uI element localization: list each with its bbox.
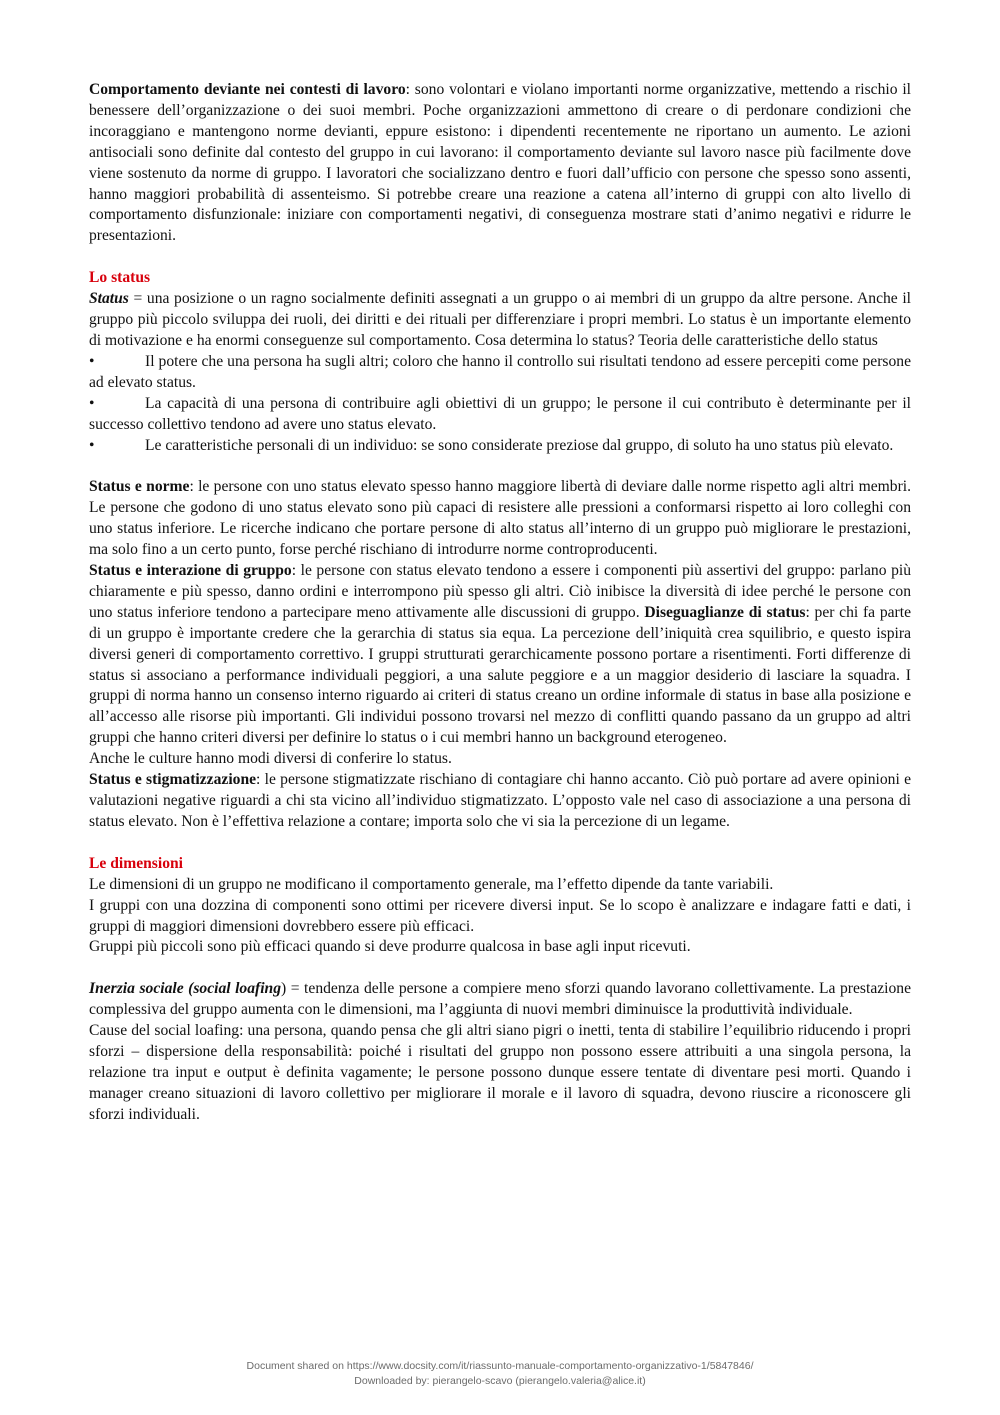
term-inerzia-sociale: Inerzia sociale (social loafing [89, 980, 282, 998]
heading-le-dimensioni: Le dimensioni [89, 854, 184, 872]
heading-lo-status: Lo status [89, 269, 151, 287]
bullet-icon: • [89, 394, 95, 412]
footer-shared-link: Document shared on https://www.docsity.com/it/riassunto-manuale-comportamento-organizzativo-1/5847846/ [246, 1360, 754, 1372]
paragraph-text: : le persone stigmatizzate rischiano di contagiare chi hanno accanto. Ciò può portare ad avere opinioni e valutazioni negative riguardi a chi sta vicino all’individuo stigmatizzato. L’opposto vale nel caso di associazione a una persona di status elevato. Non è l’effettiva relazione a contare; importa solo che vi sia la percezione di un legame. [89, 771, 911, 830]
paragraph-status-definition [89, 289, 911, 352]
term-stigmatizzazione: Status e stigmatizzazione [89, 771, 257, 789]
list-item-text: La capacità di una persona di contribuire agli obiettivi di un gruppo; le persone il cui contributo è determinante per il successo collettivo tendono ad avere uno status elevato. [89, 394, 911, 433]
term-comportamento-deviante: Comportamento deviante nei contesti di lavoro [89, 81, 406, 98]
list-item-text: Il potere che una persona ha sugli altri; coloro che hanno il controllo sui risultati tendono ad essere percepiti come persone ad elevato status. [89, 352, 911, 391]
paragraph-text: : sono volontari e violano importanti norme organizzative, mettendo a rischio il benessere dell’organizzazione o dei suoi membri. Poche organizzazioni ammettono di creare o di perdonare condizioni che incoraggiano e mantengono norme devianti, eppure esistono: i dipendenti recentemente ne riportano un aumento. Le azioni antisociali sono definite dal contesto del gruppo in cui lavorano: il comportamento deviante sul lavoro nasce più facilmente dove viene sostenuto da norme di gruppo. I lavoratori che socializzano dentro e fuori dall’ufficio con persone che spesso sono assenti, hanno maggiori probabilità di assenteismo. Si potrebbe creare una reazione a catena all’interno di gruppi con alto livello di comportamento disfunzionale: iniziare con comportamenti negativi, di conseguenza mostrare stati d’animo negativi e ridurre le presentazioni. [89, 81, 911, 245]
paragraph-cause-social-loafing: Cause del social loafing: una persona, quando pensa che gli altri siano pigri o inetti, tenta di stabilire l’equilibrio riducendo i propri sforzi – dispersione della responsabilità: poiché i risultati del gruppo non possono essere attribuiti a una singola persona, la relazione tra input e output è definita vagamente; le persone possono dunque essere tentate di diventare pesi morti. Quando i manager creano situazioni di lavoro collettivo per migliorare il morale e il lavoro di squadra, devono riuscire a riconoscere gli sforzi individuali. [89, 1022, 911, 1123]
term-diseguaglianze: Diseguaglianze di status [644, 603, 806, 621]
bullet-icon: • [89, 436, 95, 454]
list-item [89, 436, 911, 457]
paragraph-text: = una posizione o un ragno socialmente definiti assegnati a un gruppo o ai membri di un gruppo da altre persone. Anche il gruppo più piccolo sviluppa dei ruoli, dei diritti e dei rituali per differenziare i propri membri. Lo status è un importante elemento di motivazione e ha enormi conseguenze sul comportamento. Cosa determina lo status? Teoria delle caratteristiche dello status [89, 290, 911, 349]
term-status: Status [89, 290, 129, 308]
paragraph-dimensioni-1: Le dimensioni di un gruppo ne modificano il comportamento generale, ma l’effetto dipende da tante variabili. [89, 875, 774, 893]
term-status-norme: Status e norme [89, 478, 190, 496]
paragraph-dimensioni-3: Gruppi più piccoli sono più efficaci quando si deve produrre qualcosa in base agli input ricevuti. [89, 938, 691, 956]
list-item [89, 394, 911, 436]
document-page [89, 80, 911, 1126]
spacer [89, 958, 911, 979]
paragraph-text: : le persone con status elevato tendono a essere i componenti più assertivi del gruppo: parlano più chiaramente e più spesso, danno ordini e interrompono più spesso gli altri. Ciò inibisce la diversità di idee perché le persone con uno status inferiore tendono a partecipare meno attivamente alle discussioni di gruppo. [89, 562, 911, 621]
paragraph-culture: Anche le culture hanno modi diversi di conferire lo status. [89, 750, 452, 768]
paragraph-text: : per chi fa parte di un gruppo è importante credere che la gerarchia di status sia equa. La percezione dell’iniquità crea squilibrio, e questo ispira diversi generi di comportamento correttivo. I gruppi strutturati gerarchicamente possono portare a risentimenti. Forti differenze di status si associano a performance individuali peggiori, a una salute peggiore e a un maggior desiderio di lasciare la squadra. I gruppi di norma hanno un consenso interno riguardo ai criteri di status creano un ordine informale di status in base alla posizione e all’accesso alle risorse più importanti. Gli individui possono trovarsi nel mezzo di conflitti quando passano da un gruppo ad altri gruppi che hanno criteri diversi per definire lo status o i cui membri hanno un background eterogeneo. [89, 603, 912, 747]
paragraph-comportamento-deviante [89, 80, 911, 247]
term-status-interazione: Status e interazione di gruppo [89, 562, 292, 580]
paragraph-status-norme [89, 477, 911, 561]
paragraph-dimensioni-2: I gruppi con una dozzina di componenti sono ottimi per ricevere diversi input. Se lo scopo è analizzare e indagare fatti e dati, i gruppi di maggiori dimensioni dovrebbero essere più efficaci. [89, 896, 911, 935]
spacer [89, 247, 911, 268]
list-item-text: Le caratteristiche personali di un individuo: se sono considerate preziose dal gruppo, di soluto ha uno status più elevato. [145, 436, 894, 454]
spacer [89, 833, 911, 854]
bullet-icon: • [89, 352, 95, 370]
paragraph-inerzia-sociale [89, 979, 911, 1021]
list-item [89, 352, 911, 394]
paragraph-text: : le persone con uno status elevato spesso hanno maggiore libertà di deviare dalle norme rispetto agli altri membri. Le persone che godono di uno status elevato sono più capaci di resistere alle pressioni a conformarsi rispetto ai loro colleghi con uno status inferiore. Le ricerche indicano che portare persone di alto status all’interno di un gruppo può migliorare le prestazioni, ma solo fino a un certo punto, forse perché rischiano di introdurre norme controproducenti. [89, 478, 911, 559]
paragraph-status-interazione [89, 561, 911, 749]
spacer [89, 456, 911, 477]
footer-downloaded-by: Downloaded by: pierangelo-scavo (pierangelo.valeria@alice.it) [354, 1375, 646, 1387]
paragraph-status-stigmatizzazione [89, 770, 911, 833]
paragraph-text: ) = tendenza delle persone a compiere meno sforzi quando lavorano collettivamente. La prestazione complessiva del gruppo aumenta con le dimensioni, ma l’aggiunta di nuovi membri diminuisce la produttività individuale. [89, 980, 912, 1019]
